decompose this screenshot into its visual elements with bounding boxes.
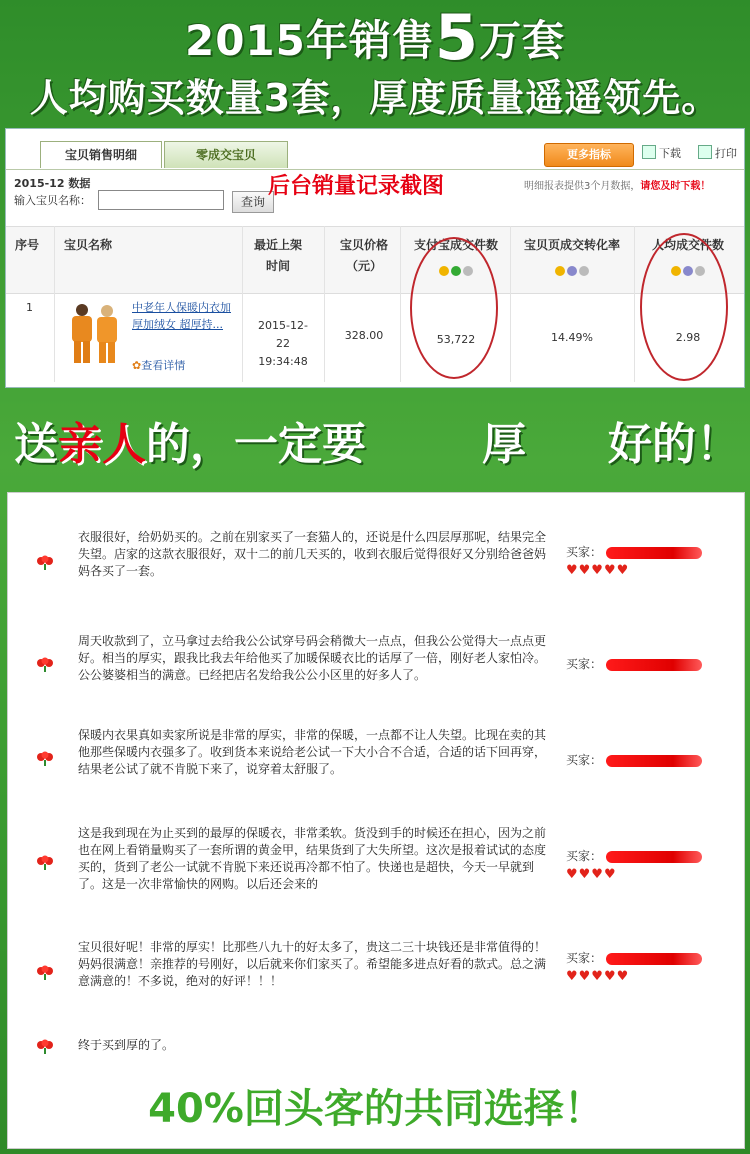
slogan-part5: 好的！ [608, 419, 740, 470]
query-button[interactable]: 查询 [232, 191, 274, 213]
rose-icon [36, 555, 54, 571]
buyer-info [566, 949, 716, 966]
view-detail-label: 查看详情 [141, 359, 186, 372]
slogan-part3: 的，一定要 [146, 419, 366, 470]
returning-customer-slogan: 40%回头客的共同选择！ [148, 1086, 604, 1132]
rose-icon [36, 1039, 54, 1055]
redacted-name [606, 755, 702, 767]
col-product-name: 宝贝名称 [64, 238, 113, 252]
slogan-highlight: 亲人 [58, 419, 146, 470]
redacted-name [606, 953, 702, 965]
product-name-link[interactable]: 中老年人保暖内衣加厚加绒女 超厚持... [132, 301, 231, 331]
panel-tab-bar [6, 129, 744, 170]
backend-sales-panel [5, 128, 745, 388]
col-per-capita: 人均成交件数 [651, 238, 724, 252]
review-text: 周天收款到了，立马拿过去给我公公试穿号码会稍微大一点点，但我公公觉得大一点点更好。相当的厚实，跟我比我去年给他买了加暖保暖衣比的话厚了一倍，刚好老人家怕冷。公公婆婆相当的满意。已经把店名发给我公公小区里的好多人了。 [78, 634, 547, 682]
sort-icons[interactable] [516, 260, 628, 274]
print-icon [698, 145, 712, 159]
tab-zero-sales[interactable]: 零成交宝贝 [164, 141, 288, 168]
col-conversion: 宝贝页成交转化率 [523, 238, 620, 252]
rose-icon [36, 855, 54, 871]
slogan-part1: 送 [14, 419, 58, 470]
report-notice-text: 明细报表提供3个月数据， [524, 181, 641, 192]
tab-sales-detail[interactable]: 宝贝销售明细 [40, 141, 162, 168]
screenshot-caption: 后台销量记录截图 [268, 174, 445, 199]
per-capita-headline: 人均购买数量3套，厚度质量遥遥领先。 [29, 76, 721, 120]
buyer-label: 买家： [566, 951, 603, 965]
col-listed-time: 最近上架时间 [253, 238, 302, 273]
alipay-count-value: 53,722 [436, 333, 476, 346]
buyer-label: 买家： [566, 657, 603, 671]
heart-rating: ♥♥♥♥♥ [566, 969, 630, 984]
download-icon [642, 145, 656, 159]
sales-headline [0, 1, 750, 74]
product-thumbnail[interactable] [64, 301, 126, 365]
buyer-info [566, 751, 716, 768]
review-text: 衣服很好，给奶奶买的。之前在别家买了一套猫人的，还说是什么四层厚那呢，结果完全失望。店家的这款衣服很好，双十二的前几天买的，收到衣服后觉得很好又分别给爸爸妈妈各买了一套。 [78, 530, 547, 578]
highlight-circle-per-capita [640, 233, 728, 381]
review-text: 终于买到厚的了。 [78, 1038, 175, 1052]
conversion-rate-value: 14.49% [551, 331, 593, 344]
sort-up-icon [555, 266, 565, 276]
col-conversion-header[interactable] [516, 235, 628, 274]
slogan-part4: 厚 [482, 419, 526, 470]
buyer-info [566, 543, 716, 560]
col-index: 序号 [14, 238, 39, 252]
view-detail-link[interactable] [132, 357, 185, 373]
heart-rating: ♥♥♥♥♥ [566, 563, 630, 578]
sales-headline-suffix: 万套 [479, 16, 566, 65]
redacted-name [606, 851, 702, 863]
redacted-name [606, 547, 702, 559]
redacted-name [606, 659, 702, 671]
sales-headline-number: 5 [434, 1, 480, 74]
report-notice-warning: 请您及时下载！ [640, 181, 711, 192]
more-metrics-label: 更多指标 [567, 148, 611, 161]
remove-icon [579, 266, 589, 276]
listed-datetime [252, 317, 314, 371]
product-name-input[interactable] [98, 190, 224, 210]
slogan-banner [0, 408, 750, 482]
review-text: 保暖内衣果真如卖家所说是非常的厚实，非常的保暖，一点都不让人失望。比现在卖的其他那些保暖内衣强多了。收到货本来说给老公试一下大小合不合适，合适的话下回再穿，结果老公试了就不肯脱下来了，说穿着太舒服了。 [78, 728, 547, 776]
flower-icon: ✿ [132, 359, 142, 372]
print-label: 打印 [715, 147, 737, 160]
data-month-label: 2015-12 数据 [14, 177, 91, 190]
buyer-label: 买家： [566, 545, 603, 559]
listed-date: 2015-12-22 [258, 319, 308, 350]
heart-rating: ♥♥♥♥ [566, 867, 617, 882]
rose-icon [36, 657, 54, 673]
more-metrics-button[interactable] [544, 143, 634, 167]
listed-time: 19:34:48 [258, 355, 308, 368]
download-label: 下载 [659, 147, 681, 160]
report-notice [524, 177, 710, 192]
highlight-circle-alipay [410, 237, 498, 379]
review-text: 这是我到现在为止买到的最厚的保暖衣，非常柔软。货没到手的时候还在担心，因为之前也在网上看销量购买了一套所谓的黄金甲，结果货到了大失所望。这次是报着试试的态度买的，货到了老公一试就不肯脱下来还说再冷都不怕了。快递也是超快，今天一早就到了。这是一次非常愉快的网购。以后还会来的 [78, 826, 547, 891]
row-index: 1 [26, 301, 33, 314]
review-text: 宝贝很好呢！非常的厚实！比那些八九十的好太多了，贵这二三十块钱还是非常值得的！妈妈很满意！亲推荐的号刚好，以后就来你们家买了。希望能多进点好看的款式。总之满意满意的！不多说，绝对的好评！！！ [78, 940, 547, 988]
print-button[interactable] [698, 143, 744, 165]
buyer-info [566, 847, 716, 864]
download-button[interactable] [642, 143, 692, 165]
table-row [6, 293, 744, 383]
col-price: 宝贝价格（元） [339, 238, 388, 273]
sort-down-icon [567, 266, 577, 276]
rose-icon [36, 965, 54, 981]
price-value: 328.00 [344, 329, 384, 342]
col-alipay-count: 支付宝成交件数 [413, 238, 498, 252]
buyer-label: 买家： [566, 753, 603, 767]
rose-icon [36, 751, 54, 767]
sales-headline-prefix: 2015年销售 [184, 16, 435, 65]
product-name-label: 输入宝贝名称： [14, 194, 91, 207]
per-capita-value: 2.98 [675, 331, 701, 344]
buyer-label: 买家： [566, 849, 603, 863]
reviews-panel [7, 492, 745, 1149]
buyer-info [566, 655, 716, 672]
